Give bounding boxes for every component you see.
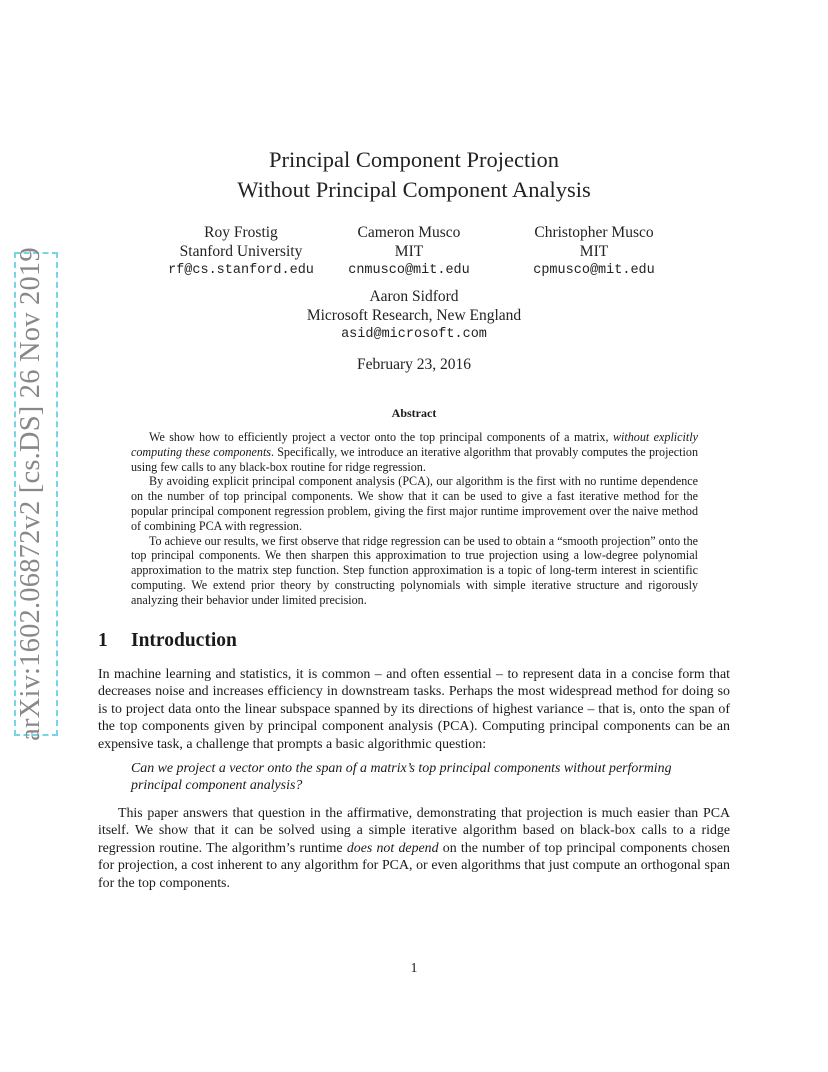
abstract-heading: Abstract <box>391 406 437 420</box>
page-number: 1 <box>410 961 418 976</box>
paper-title-line-1: Principal Component Projection <box>269 147 559 172</box>
emphasis: without explicitly computing these components <box>131 430 698 459</box>
abstract-paragraph: We show how to efficiently project a vector onto the top principal components of a matrix, without explicitly computing these components. Specifically, we introduce an iterative algorithm that provably computes the projection using few calls to any black-box routine for ridge regression. <box>131 430 698 474</box>
author-email: rf@cs.stanford.edu <box>168 263 314 278</box>
author-block <box>146 223 336 280</box>
author-affiliation: MIT <box>394 243 424 260</box>
author-name: Christopher Musco <box>534 224 654 241</box>
publication-date: February 23, 2016 <box>356 356 472 373</box>
author-block <box>336 223 482 280</box>
intro-paragraph: This paper answers that question in the affirmative, demonstrating that projection is much easier than PCA itself. We show that it can be solved using a simple iterative algorithm based on black-box calls to a ridge regression routine. The algorithm’s runtime does not depend on the number of top principal components chosen for projection, a cost inherent to any algorithm for PCA, or even algorithms that just compute an orthogonal span for the top components. <box>98 806 730 891</box>
research-question: Can we project a vector onto the span of a matrix’s top principal components without performing principal component analysis? <box>131 761 672 794</box>
author-email: cnmusco@mit.edu <box>348 263 470 278</box>
abstract-paragraph: By avoiding explicit principal component analysis (PCA), our algorithm is the first with no runtime dependence on the number of top principal components. We show that it can be used to give a fast iterative method for the popular principal component regression problem, giving the first major runtime improvement over the naive method of combining PCA with regression. <box>131 474 698 533</box>
intro-paragraph: In machine learning and statistics, it is common – and often essential – to represent data in a concise form that decreases noise and increases efficiency in downstream tasks. Perhaps the most widespread method for doing so is to project data onto the linear subspace spanned by its directions of highest variance – that is, onto the span of the top components given by principal component analysis (PCA). Computing principal components can be an expensive task, a challenge that prompts a basic algorithmic question: <box>98 667 730 752</box>
author-name: Roy Frostig <box>204 224 278 241</box>
author-block <box>264 287 564 344</box>
paper-title-line-2: Without Principal Component Analysis <box>237 177 591 202</box>
abstract-paragraph: To achieve our results, we first observe that ridge regression can be used to obtain a “smooth projection” onto the top principal components. We then sharpen this approximation to true projection using a low-degree polynomial approximation to the matrix step function. Step function approximation is a topic of long-term interest in scientific computing. We extend prior theory by constructing polynomials with simple iterative structure and rigorously analyzing their behavior under limited precision. <box>131 533 698 607</box>
abstract-body <box>131 430 698 608</box>
author-email: asid@microsoft.com <box>341 327 487 342</box>
author-email: cpmusco@mit.edu <box>533 263 655 278</box>
author-name: Cameron Musco <box>357 224 461 241</box>
section-number: 1 <box>98 630 108 651</box>
section-title: Introduction <box>131 630 237 651</box>
author-name: Aaron Sidford <box>369 288 459 305</box>
emphasis: does not depend <box>346 840 439 856</box>
author-affiliation: Microsoft Research, New England <box>306 307 522 324</box>
author-block <box>510 223 678 280</box>
section-heading <box>98 630 237 652</box>
author-affiliation: Stanford University <box>179 243 303 260</box>
author-affiliation: MIT <box>579 243 609 260</box>
arxiv-identifier: arXiv:1602.06872v2 [cs.DS] 26 Nov 2019 <box>15 247 46 741</box>
